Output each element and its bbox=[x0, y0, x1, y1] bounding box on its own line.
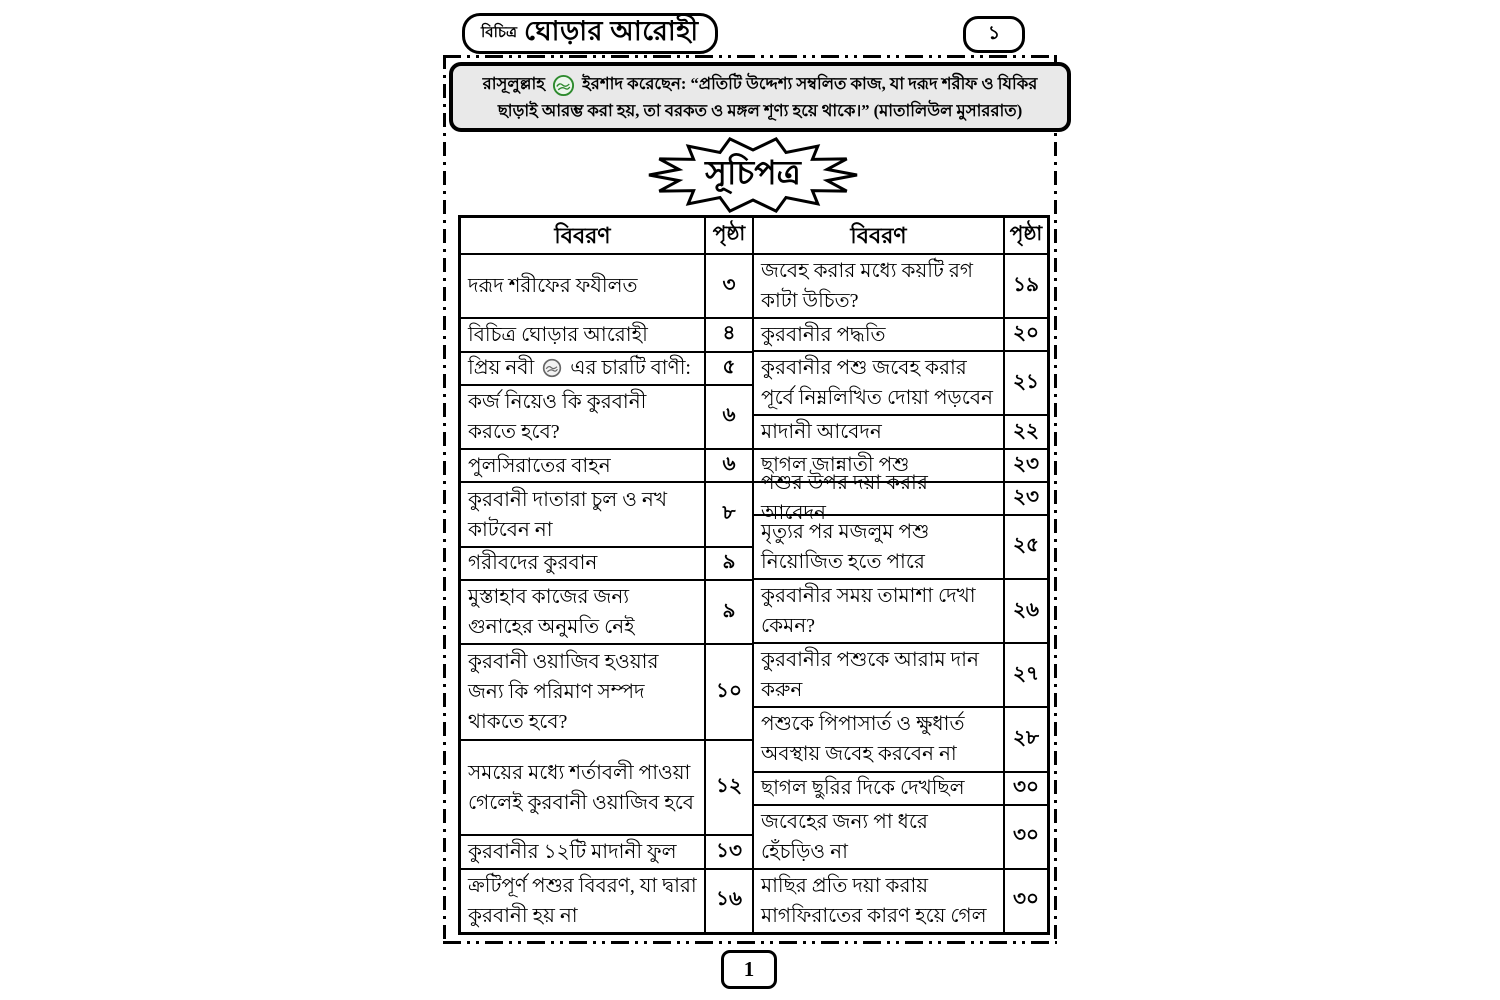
toc-page-header: পৃষ্ঠা bbox=[1009, 223, 1043, 245]
toc-entry-page: ২৫ bbox=[1013, 534, 1039, 557]
toc-entry-page: ৫ bbox=[722, 355, 736, 378]
frame-right-border bbox=[1054, 55, 1057, 944]
toc-page-header: পৃষ্ঠা bbox=[712, 223, 746, 245]
toc-title: সূচিপত্র bbox=[705, 156, 801, 192]
toc-entry-title: কুরবানীর পশুকে আরাম দান করুন bbox=[754, 644, 1005, 706]
toc-entry-title: গরীবদের কুরবান bbox=[461, 548, 706, 579]
toc-entry-title: কুরবানী দাতারা চুল ও নখ কাটবেন না bbox=[461, 483, 706, 545]
toc-entry-title: বিচিত্র ঘোড়ার আরোহী bbox=[461, 319, 706, 350]
toc-row bbox=[461, 384, 752, 448]
toc-desc-header: বিবরণ bbox=[754, 218, 1005, 253]
toc-row bbox=[754, 706, 1047, 770]
toc-row bbox=[754, 578, 1047, 642]
toc-entry-page: ১৩ bbox=[716, 839, 742, 862]
toc-row bbox=[461, 643, 752, 739]
toc-left-column bbox=[461, 218, 752, 932]
toc-entry-title: জবেহ করার মধ্যে কয়টি রগ কাটা উচিত? bbox=[754, 255, 1005, 317]
corner-page-number: ১ bbox=[963, 16, 1025, 53]
book-title: ঘোড়ার আরোহী bbox=[524, 16, 699, 46]
toc-row bbox=[461, 739, 752, 835]
toc-right-column bbox=[752, 218, 1047, 932]
book-title-box bbox=[462, 13, 718, 54]
toc-entry-title: পুলসিরাতের বাহন bbox=[461, 450, 706, 481]
toc-entry-page: ৯ bbox=[722, 599, 736, 622]
toc-row bbox=[461, 481, 752, 545]
toc-row bbox=[461, 253, 752, 317]
toc-title-burst bbox=[640, 132, 866, 218]
toc-entry-title: মৃত্যুর পর মজলুম পশু নিয়োজিত হতে পারে bbox=[754, 516, 1005, 578]
sallallahu-calligraphy-icon bbox=[542, 358, 562, 378]
toc-entry-page: ২৮ bbox=[1013, 726, 1039, 749]
toc-row bbox=[754, 804, 1047, 868]
toc-row bbox=[754, 771, 1047, 804]
toc-entry-page: ১০ bbox=[716, 679, 742, 702]
toc-row bbox=[754, 868, 1047, 932]
frame-left-border bbox=[443, 55, 446, 944]
toc-row bbox=[754, 414, 1047, 447]
toc-entry-page: ৩০ bbox=[1012, 888, 1039, 911]
toc-row bbox=[754, 350, 1047, 414]
toc-entry-page: ১২ bbox=[716, 775, 742, 798]
toc-row bbox=[461, 834, 752, 867]
series-label: বিচিত্র bbox=[481, 25, 518, 41]
toc-entry-page: ২১ bbox=[1013, 370, 1039, 393]
toc-entry-title: ছাগল জান্নাতী পশু bbox=[754, 450, 1005, 481]
toc-entry-title: কর্জ নিয়েও কি কুরবানী করতে হবে? bbox=[461, 386, 706, 448]
toc-entry-title: দরূদ শরীফের ফযীলত bbox=[461, 255, 706, 317]
toc-entry-page: ১৬ bbox=[716, 888, 742, 911]
toc-entry-title: মুস্তাহাব কাজের জন্য গুনাহের অনুমতি নেই bbox=[461, 581, 706, 643]
hadith-text: রাসূলুল্লাহ ইরশাদ করেছেন: “প্রতিটি উদ্দেশ্য সম্বলিত কাজ, যা দরূদ শরীফ ও যিকির ছাড়াই আরম্ভ করা হয়, তা বরকত ও মঙ্গল শূণ্য হয়ে থাকে।” (মাতালিউল মুসাররাত) bbox=[482, 73, 1038, 120]
toc-header-row bbox=[461, 218, 752, 253]
toc-entry-title: কুরবানীর সময় তামাশা দেখা কেমন? bbox=[754, 580, 1005, 642]
toc-row bbox=[461, 868, 752, 932]
toc-row bbox=[754, 472, 1047, 525]
toc-row bbox=[754, 317, 1047, 350]
frame-top-border bbox=[443, 55, 1057, 58]
toc-table bbox=[458, 215, 1050, 935]
toc-entry-title: মাদানী আবেদন bbox=[754, 416, 1005, 447]
toc-entry-title: কুরবানীর পশু জবেহ করার পূর্বে নিম্নলিখিত দোয়া পড়বেন bbox=[754, 352, 1005, 414]
toc-entry-title: কুরবানীর পদ্ধতি bbox=[754, 319, 1005, 350]
sallallahu-calligraphy-icon bbox=[552, 74, 575, 97]
footer-page-number: 1 bbox=[721, 950, 777, 989]
toc-row bbox=[461, 546, 752, 579]
toc-entry-page: ২৩ bbox=[1012, 452, 1039, 475]
toc-entry-title: ছাগল ছুরির দিকে দেখছিল bbox=[754, 773, 1005, 804]
toc-entry-title: পশুর উপর দয়া করার আবেদন bbox=[754, 483, 1005, 514]
toc-entry-page: ২০ bbox=[1012, 322, 1039, 345]
toc-desc-header: বিবরণ bbox=[461, 218, 706, 253]
toc-entry-page: ২৬ bbox=[1012, 598, 1039, 621]
toc-entry-title: পশুকে পিপাসার্ত ও ক্ষুধার্ত অবস্থায় জবেহ করবেন না bbox=[754, 708, 1005, 770]
toc-row bbox=[461, 579, 752, 643]
toc-entry-title: মাছির প্রতি দয়া করায় মাগফিরাতের কারণ হয়ে গেল bbox=[754, 870, 1005, 932]
toc-row bbox=[754, 514, 1047, 578]
hadith-quote-box bbox=[449, 62, 1071, 132]
toc-entry-page: ২৩ bbox=[1012, 485, 1039, 508]
toc-entry-title: কুরবানী ওয়াজিব হওয়ার জন্য কি পরিমাণ সম্পদ থাকতে হবে? bbox=[461, 645, 706, 739]
toc-entry-page: ৬ bbox=[722, 453, 736, 476]
frame-bottom-border bbox=[443, 941, 1057, 944]
toc-entry-page: ৬ bbox=[722, 404, 736, 427]
toc-row bbox=[461, 317, 752, 350]
toc-entry-page: ২৭ bbox=[1012, 662, 1039, 685]
toc-entry-page: ৩০ bbox=[1012, 775, 1039, 798]
toc-entry-title: জবেহের জন্য পা ধরে হেঁচড়িও না bbox=[754, 806, 1005, 868]
toc-entry-page: ৩০ bbox=[1012, 824, 1039, 847]
toc-entry-page: ৯ bbox=[722, 550, 736, 573]
toc-row bbox=[461, 351, 752, 384]
toc-entry-page: ২২ bbox=[1012, 419, 1039, 442]
toc-row bbox=[754, 642, 1047, 706]
toc-entry-page: ৪ bbox=[722, 322, 736, 345]
toc-entry-title: সময়ের মধ্যে শর্তাবলী পাওয়া গেলেই কুরবানী ওয়াজিব হবে bbox=[461, 741, 706, 835]
toc-entry-page: ১৯ bbox=[1013, 273, 1039, 296]
toc-entry-title: কুরবানীর ১২টি মাদানী ফুল bbox=[461, 836, 706, 867]
toc-entry-page: ৩ bbox=[722, 273, 736, 296]
toc-header-row bbox=[754, 218, 1047, 253]
toc-row bbox=[754, 253, 1047, 317]
toc-entry-title: প্রিয় নবী এর চারটি বাণী: bbox=[461, 353, 706, 384]
toc-entry-title: ক্রটিপূর্ণ পশুর বিবরণ, যা দ্বারা কুরবানী হয় না bbox=[461, 870, 706, 932]
toc-row bbox=[461, 448, 752, 481]
toc-entry-page: ৮ bbox=[722, 502, 736, 524]
